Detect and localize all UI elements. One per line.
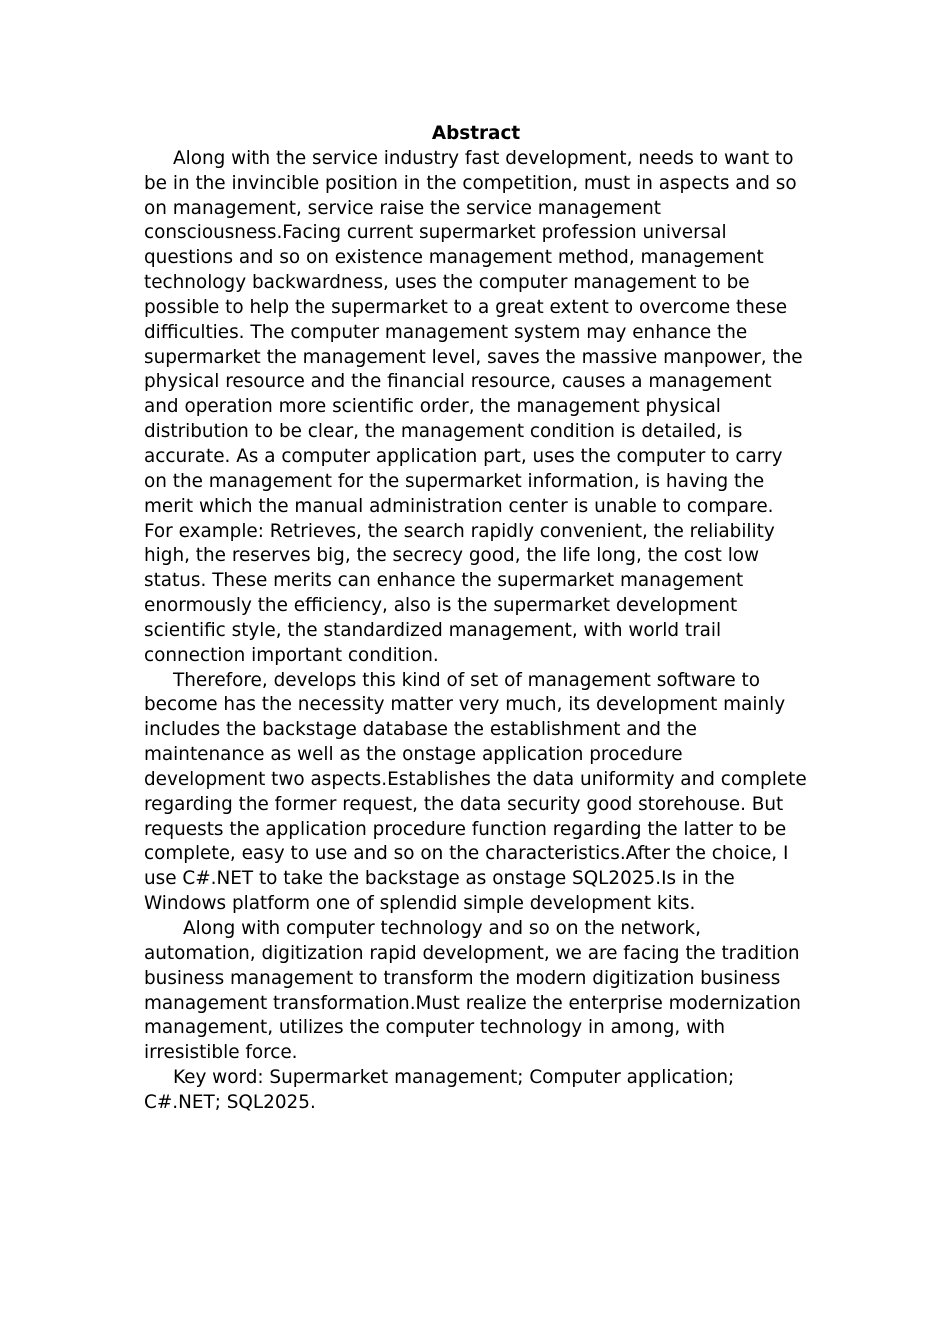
abstract-paragraph-2: Therefore, develops this kind of set of management software to become has the necessity matter very much, its development mainly includes the backstage database the establishment and the maintenance as well as the onstage application procedure development two aspects.Establishes the data uniformity and complete regarding the former request, the data security good storehouse. But requests the application procedure function regarding the latter to be complete, easy to use and so on the characteristics.After the choice, I use C#.NET to take the backstage as onstage SQL2025.Is in the Windows platform one of splendid simple development kits. <box>144 669 807 915</box>
abstract-paragraph-3: Along with computer technology and so on the network, automation, digitization rapid development, we are facing the tradition business management to transform the modern digitization business management transformation.Must realize the enterprise modernization management, utilizes the computer technology in among, with irresistible force. <box>144 918 801 1064</box>
abstract-page <box>144 122 808 1116</box>
abstract-paragraph-1: Along with the service industry fast development, needs to want to be in the invincible position in the competition, must in aspects and so on management, service raise the service management consciousness.Facing current supermarket profession universal questions and so on existence management method, management technology backwardness, uses the computer management to be possible to help the supermarket to a great extent to overcome these difficulties. The computer management system may enhance the supermarket the management level, saves the massive manpower, the physical resource and the financial resource, causes a management and operation more scientific order, the management physical distribution to be clear, the management condition is detailed, is accurate. As a computer application part, uses the computer to carry on the management for the supermarket information, is having the merit which the manual administration center is unable to compare. For example: Retrieves, the search rapidly convenient, the reliability high, the reserves big, the secrecy good, the life long, the cost low status. These merits can enhance the supermarket management enormously the efficiency, also is the supermarket development scientific style, the standardized management, with world trail connection important condition. <box>144 147 803 666</box>
abstract-title: Abstract <box>431 123 521 144</box>
keywords-line: Key word: Supermarket management; Computer application; C#.NET; SQL2025. <box>144 1067 735 1113</box>
